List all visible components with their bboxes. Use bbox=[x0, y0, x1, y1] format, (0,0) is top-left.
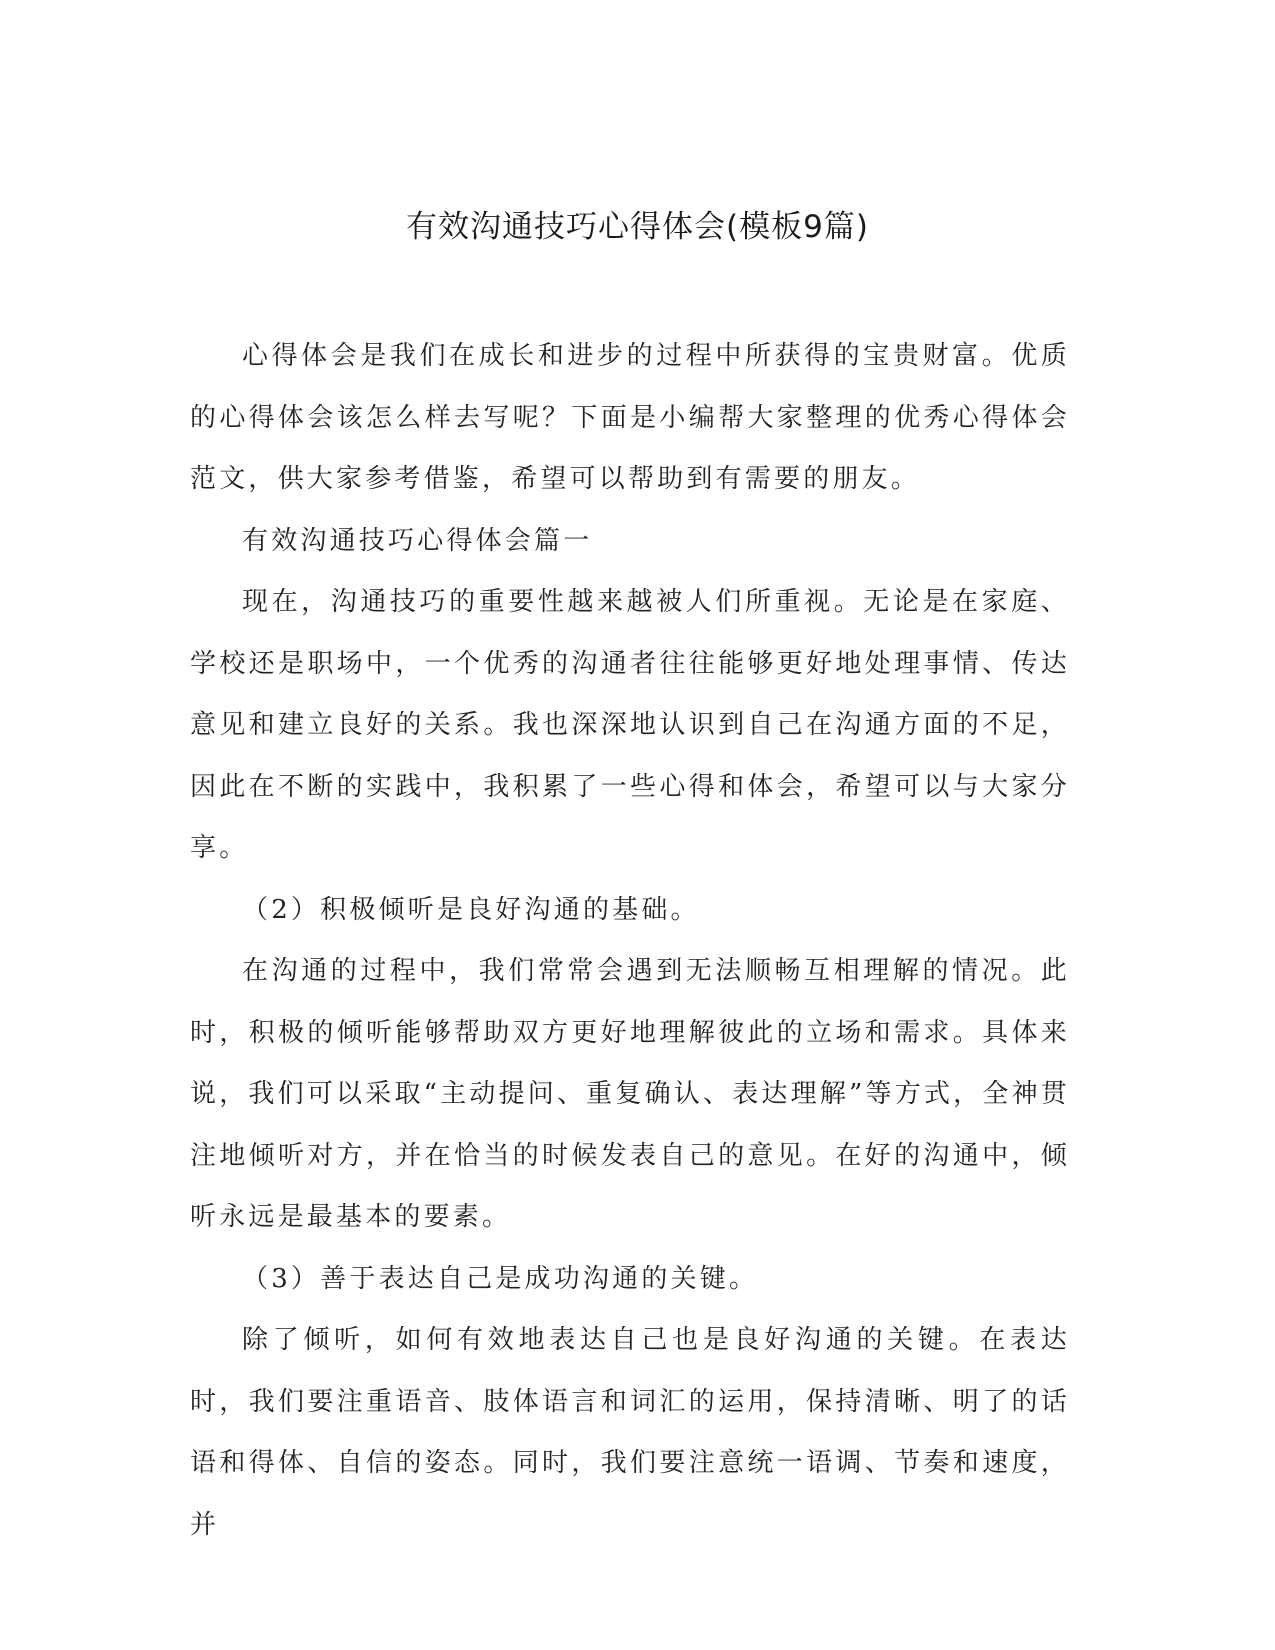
body-paragraph: 现在，沟通技巧的重要性越来越被人们所重视。无论是在家庭、学校还是职场中，一个优秀的沟通者往往能够更好地处理事情、传达意见和建立良好的关系。我也深深地认识到自己在沟通方面的不足，因此在不断的实践中，我积累了一些心得和体会，希望可以与大家分享。 bbox=[190, 587, 1070, 863]
point-heading: （3）善于表达自己是成功沟通的关键。 bbox=[242, 1263, 759, 1294]
body-paragraph: 除了倾听，如何有效地表达自己也是良好沟通的关键。在表达时，我们要注重语音、肢体语言和词汇的运用，保持清晰、明了的话语和得体、自信的姿态。同时，我们要注意统一语调、节奏和速度，并 bbox=[190, 1325, 1070, 1540]
section-heading: 有效沟通技巧心得体会篇一 bbox=[242, 525, 593, 556]
body-paragraph: 在沟通的过程中，我们常常会遇到无法顺畅互相理解的情况。此时，积极的倾听能够帮助双方更好地理解彼此的立场和需求。具体来说，我们可以采取“主动提问、重复确认、表达理解”等方式，全神贯注地倾听对方，并在恰当的时候发表自己的意见。在好的沟通中，倾听永远是最基本的要素。 bbox=[190, 956, 1070, 1232]
document-title: 有效沟通技巧心得体会(模板9篇) bbox=[406, 209, 869, 245]
intro-paragraph: 心得体会是我们在成长和进步的过程中所获得的宝贵财富。优质的心得体会该怎么样去写呢？下面是小编帮大家整理的优秀心得体会范文，供大家参考借鉴，希望可以帮助到有需要的朋友。 bbox=[190, 341, 1070, 494]
document-body bbox=[190, 326, 1070, 1556]
point-heading: （2）积极倾听是良好沟通的基础。 bbox=[242, 894, 700, 925]
